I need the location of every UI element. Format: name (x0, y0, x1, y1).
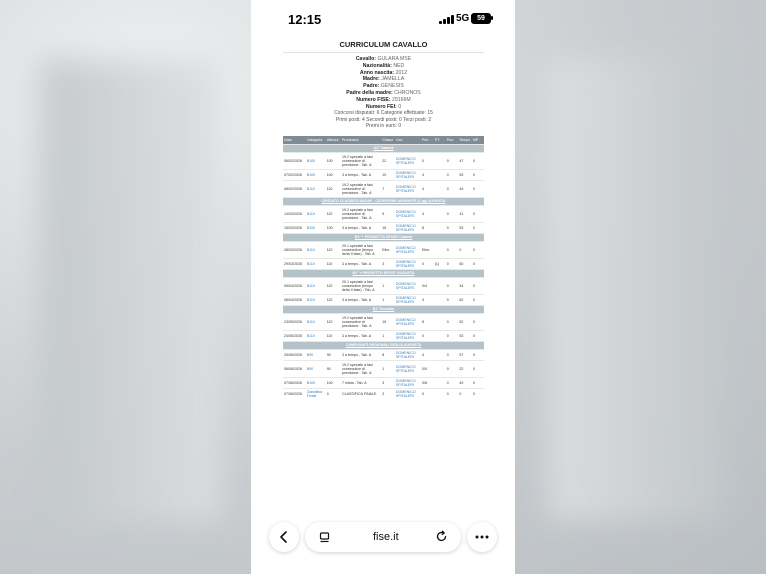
table-cell[interactable]: B110 (306, 241, 326, 258)
table-cell: 0 (472, 388, 484, 399)
table-cell: 0 (472, 222, 484, 233)
table-cell: 0 (446, 169, 459, 180)
table-cell: 110 (326, 313, 341, 330)
table-cell: 0 (446, 388, 459, 399)
table-cell: 19.2 speciale a fasi consecutive di precisione - Tab. A (341, 360, 381, 377)
browser-toolbar (269, 522, 497, 556)
more-button[interactable] (467, 522, 497, 552)
table-cell: 0 (472, 205, 484, 222)
info-value: NED (393, 62, 405, 69)
table-cell: 53 (458, 169, 472, 180)
table-cell: 90 (326, 349, 341, 360)
table-cell (434, 205, 446, 222)
table-cell: 0 (472, 349, 484, 360)
table-cell: 0 (421, 330, 434, 341)
table-cell: 19.2 speciale a fasi consecutive di precisione - Tab. A (341, 180, 381, 197)
column-header[interactable]: Pen. (421, 136, 434, 145)
table-cell: 0 (472, 277, 484, 294)
table-cell: 15/03/2026 (283, 222, 306, 233)
info-value: 29166M (392, 96, 411, 103)
section-title[interactable]: CAMPIONATI REGIONALI SICILIA AUGUSTA (283, 341, 484, 349)
table-cell (434, 169, 446, 180)
table-row (283, 205, 484, 222)
reload-icon[interactable] (435, 530, 448, 543)
info-line (283, 63, 484, 70)
table-cell: 110 (326, 330, 341, 341)
table-cell: 1 (381, 277, 395, 294)
table-cell: 29/03/2026 (283, 258, 306, 269)
table-cell: 0 (458, 388, 472, 399)
table-cell: 47 (458, 152, 472, 169)
table-cell: 0 (446, 349, 459, 360)
column-header[interactable]: Classe (381, 136, 395, 145)
table-cell: 0 (472, 258, 484, 269)
table-cell: 19.2 speciale a fasi consecutive di precisione - Tab. A (341, 152, 381, 169)
table-cell: 06/06/2026 (283, 360, 306, 377)
table-cell: 3 a tempo - Tab. A (341, 294, 381, 305)
table-cell: 110 (326, 277, 341, 294)
table-cell: 8 (381, 349, 395, 360)
table-cell[interactable]: B100 (306, 222, 326, 233)
table-cell: 06/04/2026 (283, 294, 306, 305)
page-title: CURRICULUM CAVALLO (283, 40, 484, 53)
info-value: JAMELLA (381, 76, 405, 83)
section-row (283, 144, 484, 152)
info-value: CHRONOS (394, 89, 421, 96)
table-cell[interactable]: DOMENICO SPITALERI (395, 205, 421, 222)
table-cell: 19.2 speciale a fasi consecutive di precisione - Tab. A (341, 313, 381, 330)
signal-icon (439, 15, 454, 24)
table-cell: 07/06/2026 (283, 388, 306, 399)
table-cell: 20.1 speciale a fasi consecutive (tempo della II fase) - Tab. A (341, 241, 381, 258)
column-header[interactable]: MP (472, 136, 484, 145)
table-cell (434, 360, 446, 377)
column-header[interactable]: Pun. (446, 136, 459, 145)
table-row (283, 360, 484, 377)
table-cell[interactable]: Classifica Finale (306, 388, 326, 399)
horse-info (283, 56, 484, 110)
table-cell: 22 (381, 152, 395, 169)
table-cell: 0 (446, 205, 459, 222)
table-cell: 0 (472, 360, 484, 377)
table-cell (434, 222, 446, 233)
table-cell: 3 (381, 377, 395, 388)
info-value: 2012 (395, 69, 408, 76)
column-header[interactable]: Altezza (326, 136, 341, 145)
table-cell: 57 (458, 349, 472, 360)
section-row (283, 305, 484, 313)
table-cell: 0 (472, 294, 484, 305)
table-row (283, 180, 484, 197)
info-label: Padre della madre: (346, 89, 393, 96)
table-cell: 0 (446, 313, 459, 330)
table-cell: 3 (381, 388, 395, 399)
table-row (283, 277, 484, 294)
table-cell: 110 (326, 294, 341, 305)
info-value: 0 (398, 103, 402, 110)
table-cell[interactable]: B100 (306, 152, 326, 169)
table-cell (434, 277, 446, 294)
info-line (283, 90, 484, 97)
table-cell: 3 (381, 258, 395, 269)
info-line (283, 97, 484, 104)
table-cell: 62 (458, 294, 472, 305)
table-cell: 0 (446, 222, 459, 233)
table-cell (434, 294, 446, 305)
table-cell: 0 (446, 360, 459, 377)
table-cell: 0/8 (421, 377, 434, 388)
info-line (283, 83, 484, 90)
table-cell: 8 (421, 313, 434, 330)
table-header (283, 136, 484, 145)
table-cell (434, 349, 446, 360)
status-bar (251, 0, 515, 38)
info-label: Anno nascita: (359, 69, 395, 76)
battery-tip (491, 16, 493, 20)
table-cell: 3 a tempo - Tab. A (341, 222, 381, 233)
table-cell[interactable]: B90 (306, 349, 326, 360)
table-cell: (1) (434, 258, 446, 269)
table-cell: 110 (326, 241, 341, 258)
table-cell: 16 (381, 313, 395, 330)
table-cell: 110 (326, 205, 341, 222)
table-cell[interactable]: DOMENICO SPITALERI (395, 277, 421, 294)
table-row (283, 241, 484, 258)
table-cell[interactable]: DOMENICO SPITALERI (395, 294, 421, 305)
table-cell[interactable]: DOMENICO SPITALERI (395, 330, 421, 341)
column-header[interactable]: Cav. (395, 136, 421, 145)
table-cell: 4 (421, 169, 434, 180)
table-cell: 4 (421, 294, 434, 305)
table-cell (434, 388, 446, 399)
chevron-left-icon (279, 531, 289, 543)
tabs-icon[interactable] (319, 532, 331, 543)
table-cell: 100 (326, 152, 341, 169)
section-title[interactable]: A2° Catania (283, 144, 484, 152)
table-row (283, 294, 484, 305)
table-cell: 0 (421, 258, 434, 269)
table-cell: 0 (472, 377, 484, 388)
table-cell: 5 (381, 205, 395, 222)
table-cell: 4 (421, 180, 434, 197)
info-value: GENESIS (380, 83, 404, 90)
battery-icon: 59 (471, 13, 491, 24)
background-right-blur (548, 60, 728, 520)
info-line (283, 76, 484, 83)
info-label: Numero FISE: (356, 96, 391, 103)
table-cell: 0 (446, 377, 459, 388)
table-cell[interactable]: B110 (306, 180, 326, 197)
table-cell: 44 (458, 180, 472, 197)
table-row (283, 258, 484, 269)
table-cell[interactable]: DOMENICO SPITALERI (395, 313, 421, 330)
table-cell: 90 (326, 360, 341, 377)
section-row (283, 197, 484, 205)
table-cell: 06/02/2026 (283, 152, 306, 169)
info-line (283, 70, 484, 77)
table-cell[interactable]: B110 (306, 277, 326, 294)
section-title[interactable]: CIRCUITO CLASSICO MASAF - CATEGORIE AGGIUNTE (1 gg) AUGUSTA (283, 197, 484, 205)
table-cell[interactable]: B100 (306, 377, 326, 388)
table-cell: 53 (458, 330, 472, 341)
table-cell (434, 152, 446, 169)
table-cell: 05/04/2026 (283, 277, 306, 294)
results-table (283, 136, 484, 399)
table-cell[interactable]: DOMENICO SPITALERI (395, 222, 421, 233)
stats-line: Primi posti: 4 Secondi posti: 0 Terzi posti: 2 (335, 116, 432, 123)
table-cell: 7 mista - Tab. A (341, 377, 381, 388)
table-cell: 7 (381, 180, 395, 197)
section-title[interactable]: B1° + PROGETTO SPORT AUGUSTA (283, 269, 484, 277)
section-title[interactable]: B1° Pozzallo (283, 305, 484, 313)
table-cell: 100 (326, 222, 341, 233)
table-cell: 07/02/2026 (283, 169, 306, 180)
table-cell: 3 a tempo - Tab. A (341, 258, 381, 269)
table-cell: 20.1 speciale a fasi consecutive (tempo della II fase) - Tab. A (341, 277, 381, 294)
table-cell: 08/02/2026 (283, 180, 306, 197)
table-cell: 110 (326, 258, 341, 269)
table-cell (434, 330, 446, 341)
table-cell: 0/0 (421, 360, 434, 377)
table-cell (434, 313, 446, 330)
table-cell: 1 (381, 294, 395, 305)
table-cell: 0 (458, 241, 472, 258)
column-header[interactable]: Prontuario (341, 136, 381, 145)
table-cell: CLASSIFICA FINALE (341, 388, 381, 399)
table-cell[interactable]: DOMENICO SPITALERI (395, 258, 421, 269)
table-cell: 3 a tempo - Tab. A (341, 330, 381, 341)
section-row (283, 341, 484, 349)
table-cell: Elim. (421, 241, 434, 258)
table-cell[interactable]: B110 (306, 258, 326, 269)
table-cell: 1 (381, 360, 395, 377)
info-label: Nazionalità: (362, 62, 392, 69)
table-cell: 23/05/2026 (283, 313, 306, 330)
table-cell: 52 (458, 313, 472, 330)
table-cell: 0 (446, 330, 459, 341)
table-cell: Elim. (381, 241, 395, 258)
table-cell[interactable]: DOMENICO SPITALERI (395, 377, 421, 388)
table-row (283, 313, 484, 330)
table-cell: 0 (472, 313, 484, 330)
section-title[interactable]: B1° + PROGETTO SPORT Catania (283, 233, 484, 241)
table-row (283, 349, 484, 360)
table-cell: 110 (326, 180, 341, 197)
table-cell: 34 (458, 277, 472, 294)
info-label: Numero FEI: (365, 103, 397, 110)
table-cell: 1 (381, 330, 395, 341)
table-cell: 3 a tempo - Tab. A (341, 349, 381, 360)
table-row (283, 152, 484, 169)
phone-screen (251, 0, 515, 574)
table-cell: 19.2 speciale a fasi consecutive di precisione - Tab. A (341, 205, 381, 222)
table-cell: 0 (472, 241, 484, 258)
table-cell: 0 (446, 180, 459, 197)
table-cell: 8 (421, 222, 434, 233)
table-cell: 16 (381, 222, 395, 233)
table-cell: 28/03/2026 (283, 241, 306, 258)
info-value: GULARA MSE (377, 56, 412, 62)
table-cell: 53 (458, 222, 472, 233)
info-line (283, 104, 484, 111)
back-button[interactable] (269, 522, 299, 552)
more-icon (475, 535, 489, 539)
table-cell: 0 (472, 330, 484, 341)
table-row (283, 169, 484, 180)
table-cell: 14/03/2026 (283, 205, 306, 222)
table-row (283, 330, 484, 341)
table-cell: 25/06/2026 (283, 349, 306, 360)
table-cell: 3 a tempo - Tab. A (341, 169, 381, 180)
table-cell[interactable]: DOMENICO SPITALERI (395, 360, 421, 377)
section-row (283, 269, 484, 277)
table-cell: 4 (421, 205, 434, 222)
info-label: Padre: (363, 83, 380, 90)
table-cell[interactable]: DOMENICO SPITALERI (395, 180, 421, 197)
table-cell[interactable]: B110 (306, 313, 326, 330)
table-cell: 4 (421, 349, 434, 360)
table-cell: 0 (446, 277, 459, 294)
address-bar[interactable] (305, 522, 461, 552)
document (283, 40, 484, 399)
table-cell (434, 241, 446, 258)
stats-line: Premi in euro: 0 (365, 123, 402, 130)
table-cell[interactable]: DOMENICO SPITALERI (395, 169, 421, 180)
table-cell: 100 (326, 377, 341, 388)
info-label: Madre: (362, 76, 380, 83)
url-text: fise.it (373, 531, 399, 543)
table-cell: 07/06/2026 (283, 377, 306, 388)
table-cell[interactable]: B110 (306, 294, 326, 305)
status-time: 12:15 (288, 12, 322, 27)
table-cell: 0 (472, 169, 484, 180)
table-cell: 0 (326, 388, 341, 399)
table-cell: 0 (446, 152, 459, 169)
table-cell: 40 (458, 377, 472, 388)
table-cell: 0 (472, 152, 484, 169)
background-left-blur (40, 60, 220, 520)
table-cell (434, 377, 446, 388)
table-body (283, 144, 484, 399)
info-line (283, 56, 484, 63)
table-cell: 60 (458, 258, 472, 269)
table-cell: 24/05/2026 (283, 330, 306, 341)
table-cell: 0 (446, 241, 459, 258)
table-cell: 0 (421, 388, 434, 399)
table-cell: 0 (421, 152, 434, 169)
table-cell[interactable]: DOMENICO SPITALERI (395, 388, 421, 399)
stats-line: Concorsi disputati: 6 Categorie effettuate: 15 (334, 110, 433, 117)
table-cell: 0 (446, 258, 459, 269)
table-cell[interactable]: B110 (306, 205, 326, 222)
column-header[interactable]: Data (283, 136, 306, 145)
table-cell: 41 (458, 205, 472, 222)
table-cell[interactable]: B100 (306, 169, 326, 180)
table-cell: 10 (381, 169, 395, 180)
column-header[interactable]: Tempo (458, 136, 472, 145)
table-cell: 0 (472, 180, 484, 197)
network-label: 5G (456, 13, 470, 24)
table-row (283, 222, 484, 233)
column-header[interactable]: P.T. (434, 136, 446, 145)
info-label: Cavallo: (355, 56, 376, 62)
table-cell[interactable]: B90 (306, 360, 326, 377)
table-cell: 100 (326, 169, 341, 180)
table-cell[interactable]: DOMENICO SPITALERI (395, 349, 421, 360)
table-row (283, 388, 484, 399)
column-header[interactable]: Categoria (306, 136, 326, 145)
table-cell: 0 (446, 294, 459, 305)
stats (283, 110, 484, 129)
section-row (283, 233, 484, 241)
table-row (283, 377, 484, 388)
table-cell: 22 (458, 360, 472, 377)
table-cell: 0/4 (421, 277, 434, 294)
table-cell[interactable]: DOMENICO SPITALERI (395, 241, 421, 258)
table-cell[interactable]: DOMENICO SPITALERI (395, 152, 421, 169)
table-cell[interactable]: B110 (306, 330, 326, 341)
table-cell (434, 180, 446, 197)
